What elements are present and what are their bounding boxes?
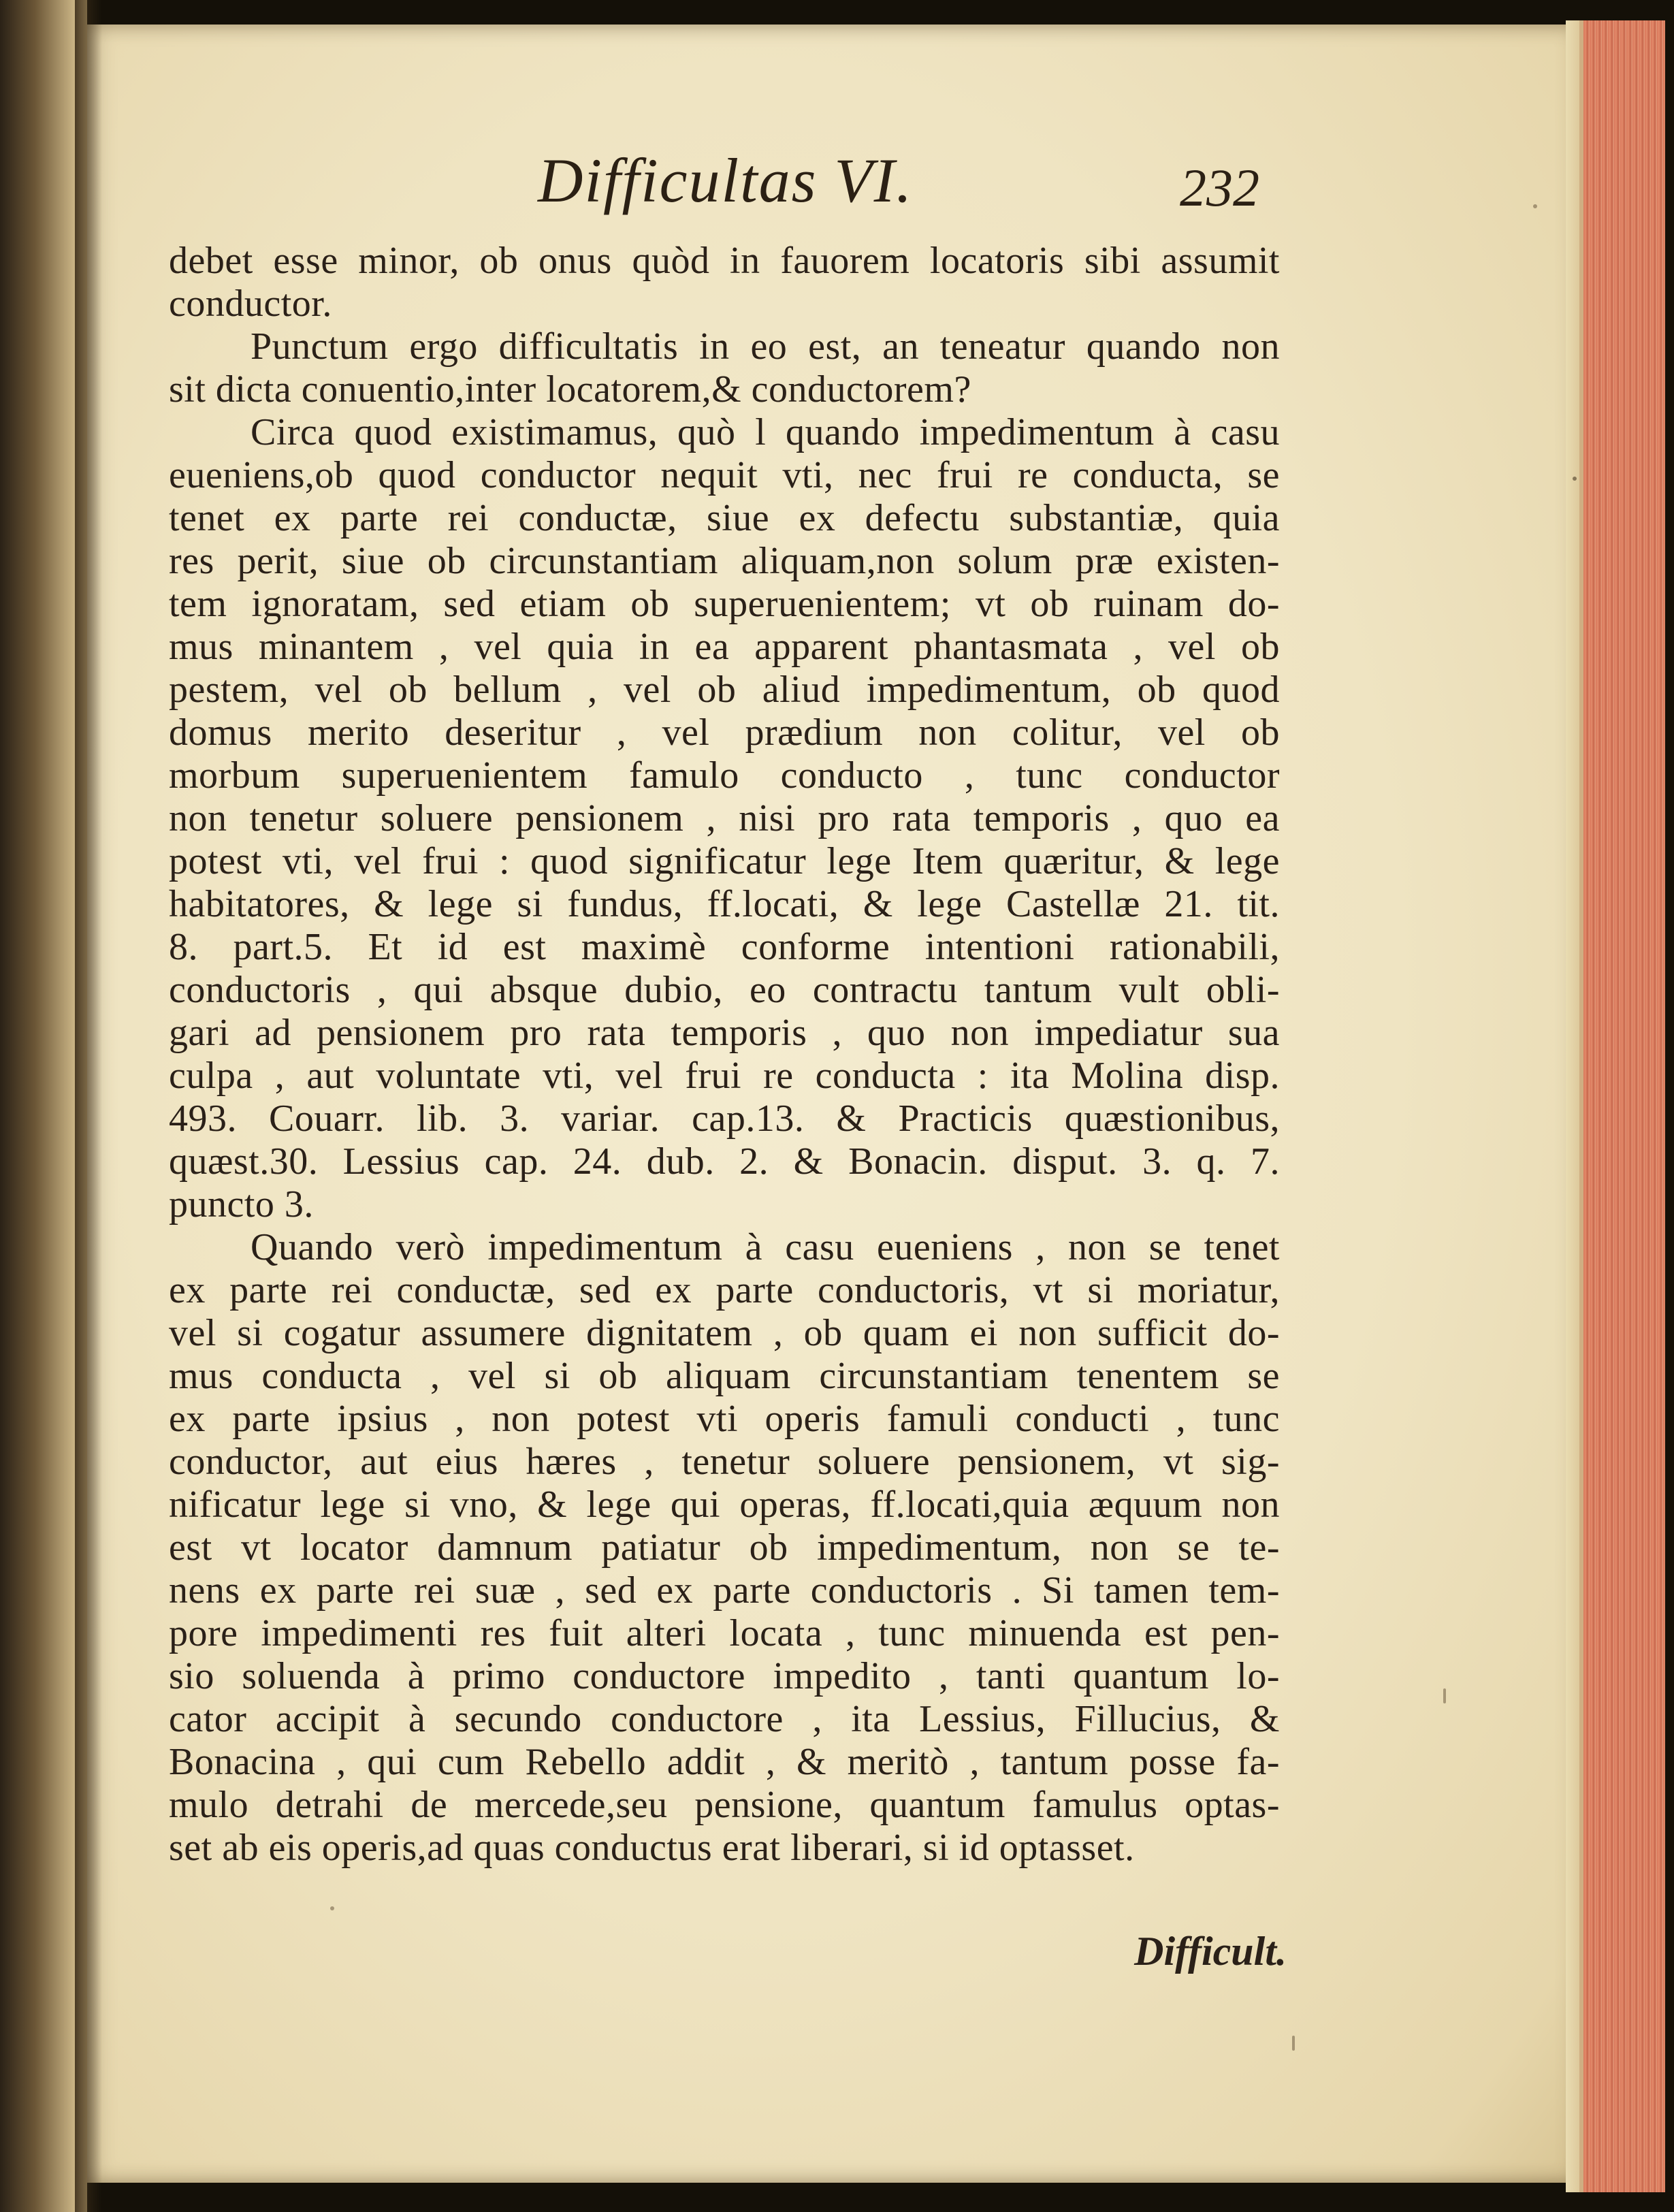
red-fore-edge: [1579, 20, 1665, 2192]
catchword: Difficult.: [1134, 1929, 1287, 1974]
text-line: tem ignoratam, sed etiam ob superuenientem; vt ob ruinam do-: [169, 583, 1280, 625]
text-line: set ab eis operis,ad quas conductus erat liberari, si id optasset.: [169, 1827, 1135, 1869]
speck: [1533, 204, 1537, 208]
text-line: Punctum ergo difficultatis in eo est, an teneatur quando non: [251, 325, 1280, 368]
page-title: Difficultas VI.: [538, 146, 914, 215]
text-line: morbum superuenientem famulo conducto , tunc conductor: [169, 754, 1280, 797]
text-line: mulo detrahi de mercede,seu pensione, quantum famulus optas-: [169, 1784, 1280, 1826]
text-line: pestem, vel ob bellum , vel ob aliud impedimentum, ob quod: [169, 669, 1280, 711]
text-line: conductoris , qui absque dubio, eo contractu tantum vult obli-: [169, 969, 1280, 1011]
text-line: Quando verò impedimentum à casu eueniens , non se tenet: [251, 1226, 1280, 1268]
speck: [1443, 1688, 1446, 1703]
text-line: nens ex parte rei suæ , sed ex parte conductoris . Si tamen tem-: [169, 1569, 1280, 1612]
text-line: quæst.30. Lessius cap. 24. dub. 2. & Bonacin. disput. 3. q. 7.: [169, 1140, 1280, 1183]
text-line: non tenetur soluere pensionem , nisi pro rata temporis , quo ea: [169, 797, 1280, 839]
text-line: tenet ex parte rei conductæ, siue ex defectu substantiæ, quia: [169, 497, 1280, 539]
text-line: eueniens,ob quod conductor nequit vti, nec frui re conducta, se: [169, 454, 1280, 496]
text-line: debet esse minor, ob onus quòd in fauorem locatoris sibi assumit: [169, 240, 1280, 282]
speck: [330, 1906, 334, 1910]
text-line: gari ad pensionem pro rata temporis , quo non impediatur sua: [169, 1012, 1280, 1054]
paragraph: [169, 411, 1280, 1226]
text-line: mus conducta , vel si ob aliquam circunstantiam tenentem se: [169, 1355, 1280, 1397]
text-line: pore impedimenti res fuit alteri locata , tunc minuenda est pen-: [169, 1612, 1280, 1654]
gutter-shadow: [75, 0, 102, 2212]
text-line: est vt locator damnum patiatur ob impedimentum, non se te-: [169, 1526, 1280, 1569]
running-head: [538, 140, 1259, 221]
facing-page-edge: [0, 0, 87, 2212]
speck: [1573, 477, 1577, 481]
text-line: sit dicta conuentio,inter locatorem,& conductorem?: [169, 368, 971, 411]
text-line: sio soluenda à primo conductore impedito , tanti quantum lo-: [169, 1655, 1280, 1697]
text-line: puncto 3.: [169, 1183, 314, 1225]
text-line: 493. Couarr. lib. 3. variar. cap.13. & Practicis quæstionibus,: [169, 1097, 1280, 1140]
text-line: culpa , aut voluntate vti, vel frui re conducta : ita Molina disp.: [169, 1055, 1280, 1097]
paragraph: [169, 240, 1280, 325]
text-line: Circa quod existimamus, quò l quando impedimentum à casu: [251, 411, 1280, 453]
text-line: conductor, aut eius hæres , tenetur soluere pensionem, vt sig-: [169, 1441, 1280, 1483]
paragraph: [169, 1226, 1280, 1870]
text-line: potest vti, vel frui : quod significatur lege Item quæritur, & lege: [169, 840, 1280, 882]
text-line: 8. part.5. Et id est maximè conforme intentioni rationabili,: [169, 926, 1280, 968]
text-line: mus minantem , vel quia in ea apparent phantasmata , vel ob: [169, 626, 1280, 668]
text-line: Bonacina , qui cum Rebello addit , & meritò , tantum posse fa-: [169, 1741, 1280, 1783]
page-number: 232: [1180, 158, 1259, 217]
body-text: [169, 240, 1280, 1870]
text-line: vel si cogatur assumere dignitatem , ob quam ei non sufficit do-: [169, 1312, 1280, 1354]
text-line: habitatores, & lege si fundus, ff.locati, & lege Castellæ 21. tit.: [169, 883, 1280, 925]
text-line: nificatur lege si vno, & lege qui operas, ff.locati,quia æquum non: [169, 1484, 1280, 1526]
text-line: res perit, siue ob circunstantiam aliquam,non solum præ existen-: [169, 540, 1280, 582]
text-line: domus merito deseritur , vel prædium non colitur, vel ob: [169, 711, 1280, 754]
text-line: conductor.: [169, 283, 332, 325]
text-line: ex parte ipsius , non potest vti operis famuli conducti , tunc: [169, 1398, 1280, 1440]
text-line: ex parte rei conductæ, sed ex parte conductoris, vt si moriatur,: [169, 1269, 1280, 1311]
speck: [1292, 2036, 1295, 2051]
paragraph: [169, 325, 1280, 411]
text-line: cator accipit à secundo conductore , ita Lessius, Fillucius, &: [169, 1698, 1280, 1740]
